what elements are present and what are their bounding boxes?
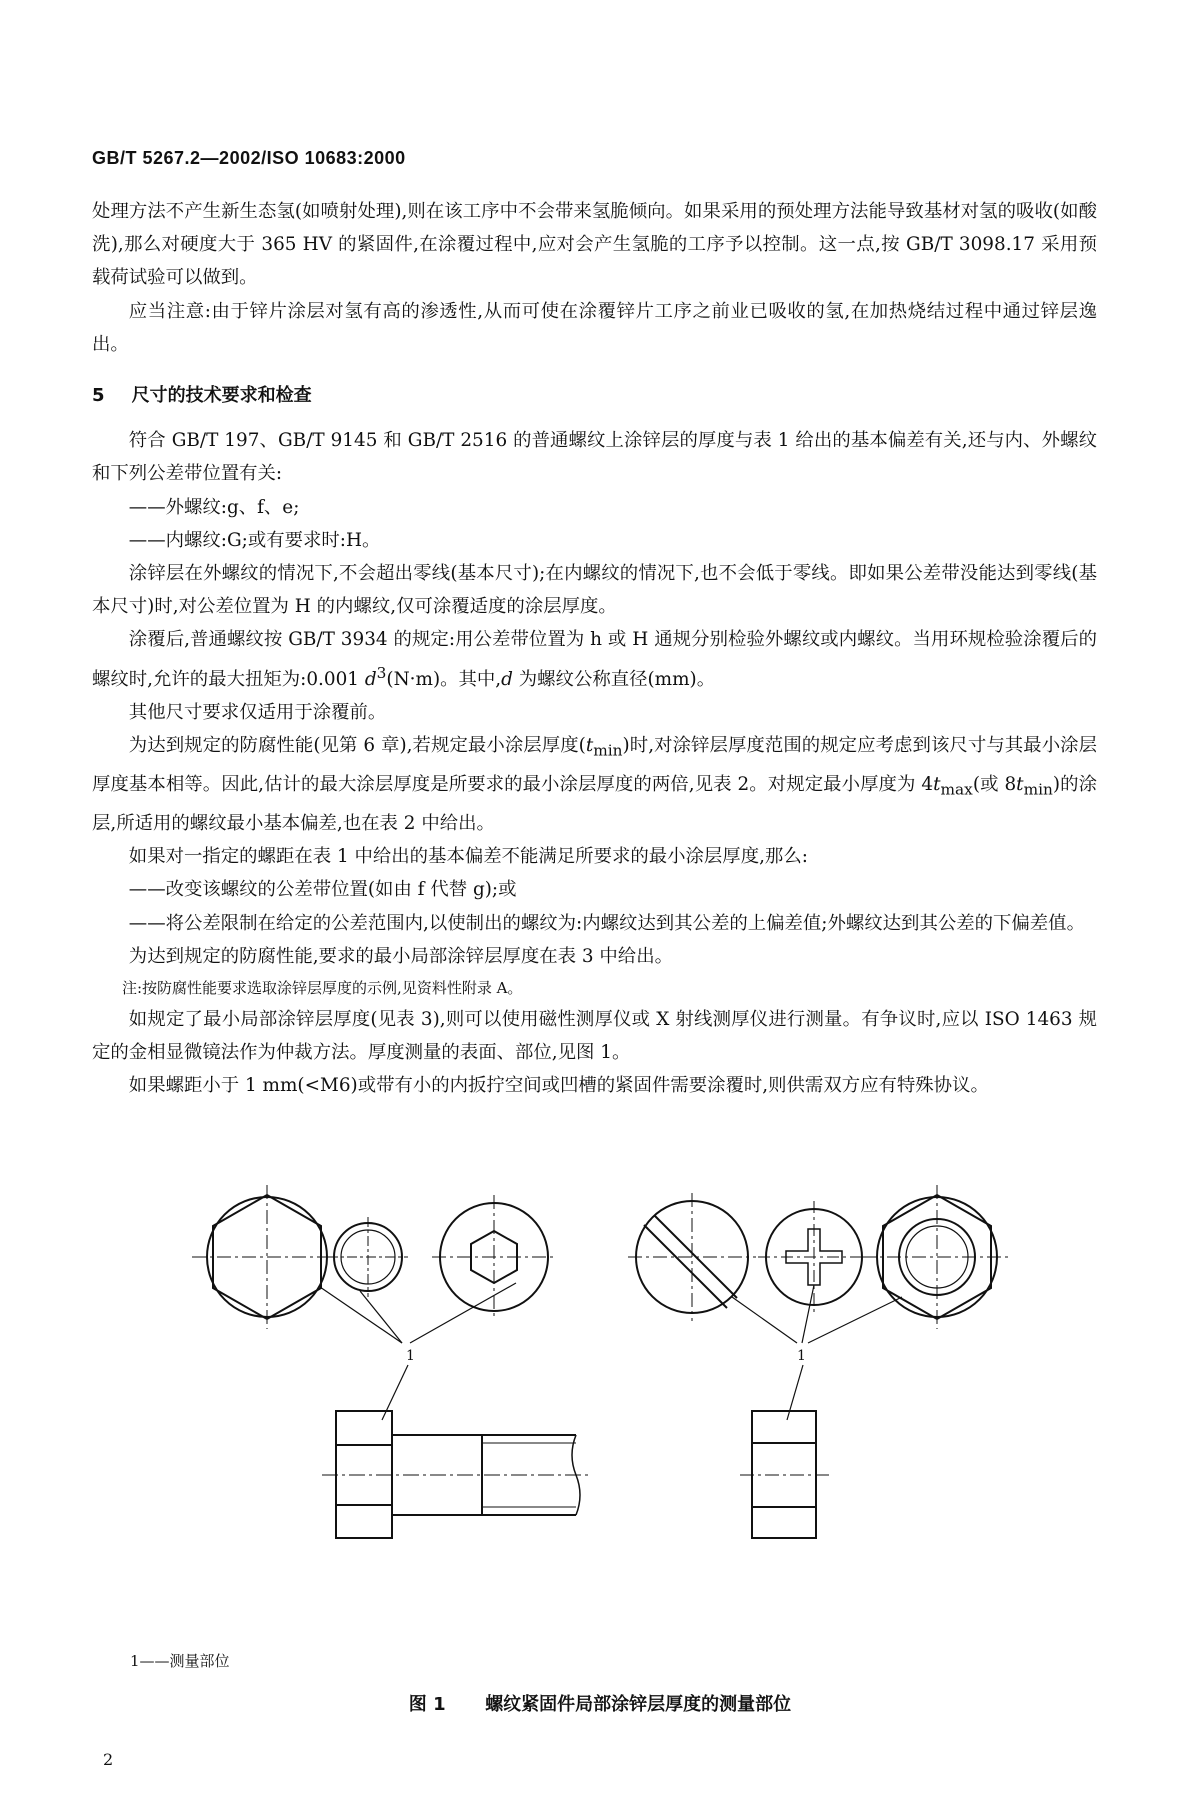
section-title: 尺寸的技术要求和检查 <box>131 385 312 407</box>
text-run: (或 8 <box>972 774 1017 796</box>
figure-title: 螺纹紧固件局部涂锌层厚度的测量部位 <box>485 1694 792 1715</box>
paragraph: 如规定了最小局部涂锌层厚度(见表 3),则可以使用磁性测厚仪或 X 射线测厚仪进行测量。有争议时,应以 ISO 1463 规定的金相显微镜法作为仲裁方法。厚度测量的表面、部位,见图 1。 <box>92 1008 1097 1064</box>
callout-label-left: 1 <box>406 1348 415 1364</box>
math-var: d <box>501 668 513 690</box>
text-run: 为达到规定的防腐性能(见第 6 章),若规定最小涂层厚度( <box>128 735 586 757</box>
math-exponent: 3 <box>376 663 387 682</box>
paragraph <box>92 623 1097 696</box>
hex-bolt-side-view <box>322 1411 592 1538</box>
page-number: 2 <box>103 1750 114 1769</box>
math-var: t <box>1016 774 1024 796</box>
slotted-head-top-view <box>628 1193 756 1321</box>
paragraph: 如果螺距小于 1 mm(<M6)或带有小的内扳拧空间或凹槽的紧固件需要涂覆时,则供需双方应有特殊协议。 <box>128 1075 989 1097</box>
section-number: 5 <box>92 385 105 407</box>
figure-caption <box>0 1690 1200 1716</box>
hex-nut-side-view <box>740 1411 832 1538</box>
paragraph: 如果对一指定的螺距在表 1 中给出的基本偏差不能满足所要求的最小涂层厚度,那么: <box>128 846 808 868</box>
paragraph: 处理方法不产生新生态氢(如喷射处理),则在该工序中不会带来氢脆倾向。如果采用的预处理方法能导致基材对氢的吸收(如酸洗),那么对硬度大于 365 HV 的紧固件,在涂覆过程中,应对会产生氢脆的工序予以控制。这一点,按 GB/T 3098.17 采用预载荷试验可以做到。 <box>92 201 1097 289</box>
figure-number: 图 1 <box>408 1694 446 1715</box>
cross-recess-head-top-view <box>758 1201 870 1313</box>
text-run: )时,对涂锌层厚度范围的规定应考虑到该尺寸与其最小涂层厚度基本相等。因此,估计的最大涂层厚度是所要求的最小涂层厚度的两倍,见表 2。对规定最小厚度为 4 <box>92 735 1097 796</box>
paragraph: 符合 GB/T 197、GB/T 9145 和 GB/T 2516 的普通螺纹上涂锌层的厚度与表 1 给出的基本偏差有关,还与内、外螺纹和下列公差带位置有关: <box>92 430 1097 485</box>
document-body <box>92 195 1097 1103</box>
list-item: ——将公差限制在给定的公差范围内,以使制出的螺纹为:内螺纹达到其公差的上偏差值;外螺纹达到其公差的下偏差值。 <box>128 912 1085 934</box>
text-run: )的涂层,所适用的螺纹最小基本偏差,也在表 2 中给出。 <box>92 774 1097 834</box>
standard-header: GB/T 5267.2—2002/ISO 10683:2000 <box>92 148 406 168</box>
math-var: t <box>585 735 594 757</box>
math-subscript: max <box>940 780 973 799</box>
paragraph: 应当注意:由于锌片涂层对氢有高的渗透性,从而可使在涂覆锌片工序之前业已吸收的氢,在加热烧结过程中通过锌层逸出。 <box>92 300 1097 355</box>
list-item: ——内螺纹:G;或有要求时:H。 <box>128 529 381 551</box>
paragraph: 为达到规定的防腐性能,要求的最小局部涂锌层厚度在表 3 中给出。 <box>128 945 673 967</box>
figure-1-drawing <box>92 1185 1097 1630</box>
figure-legend: 1——测量部位 <box>130 1652 230 1670</box>
math-subscript: min <box>593 741 623 760</box>
text-run: 涂覆后,普通螺纹按 GB/T 3934 的规定:用公差带位置为 h 或 H 通规分别检验外螺纹或内螺纹。当用环规检验涂覆后的螺纹时,允许的最大扭矩为:0.001 <box>92 629 1097 690</box>
callout-leaders-left <box>320 1283 516 1420</box>
list-item: ——外螺纹:g、f、e; <box>128 496 300 518</box>
paragraph: 其他尺寸要求仅适用于涂覆前。 <box>128 701 387 723</box>
section-heading <box>92 379 1097 412</box>
math-var: t <box>933 774 941 796</box>
math-var: d <box>364 668 377 690</box>
callout-label-right: 1 <box>797 1348 806 1364</box>
socket-head-top-view <box>432 1195 556 1319</box>
hex-nut-top-view <box>862 1185 1012 1329</box>
paragraph: 涂锌层在外螺纹的情况下,不会超出零线(基本尺寸);在内螺纹的情况下,也不会低于零线。即如果公差带没能达到零线(基本尺寸)时,对公差位置为 H 的内螺纹,仅可涂覆适度的涂层厚度。 <box>92 563 1097 618</box>
math-subscript: min <box>1023 780 1053 799</box>
hex-head-bolt-top-view <box>192 1185 342 1329</box>
paragraph <box>92 729 1097 840</box>
round-head-top-view <box>328 1217 408 1297</box>
text-run: 为螺纹公称直径(mm)。 <box>512 668 716 690</box>
note: 注:按防腐性能要求选取涂锌层厚度的示例,见资料性附录 A。 <box>122 978 523 997</box>
list-item: ——改变该螺纹的公差带位置(如由 f 代替 g);或 <box>128 879 517 901</box>
text-run: (N·m)。其中, <box>386 668 502 690</box>
